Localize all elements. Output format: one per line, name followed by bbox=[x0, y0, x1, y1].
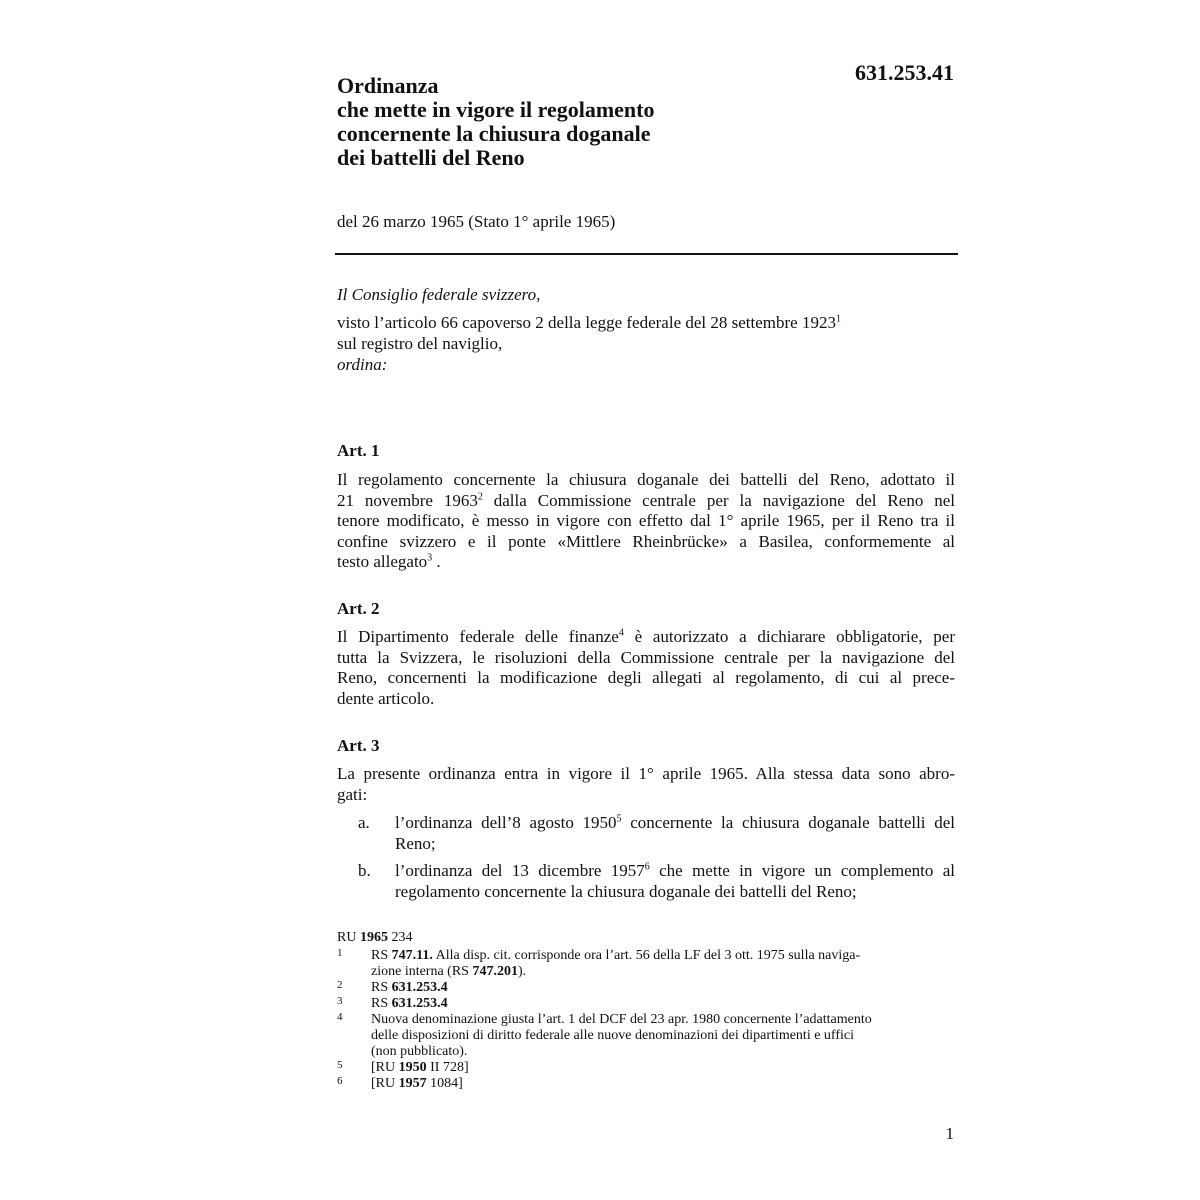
footnote-number: 2 bbox=[337, 979, 343, 991]
visto-line-2: sul registro del naviglio, bbox=[337, 334, 503, 353]
text-fragment: ). bbox=[517, 964, 527, 979]
list-marker: b. bbox=[358, 861, 371, 880]
text-line: La presente ordinanza entra in vigore il 1° aprile 1965. Alla stessa data sono abro- bbox=[337, 764, 955, 783]
text-fragment: 631.253.4 bbox=[391, 980, 448, 995]
text-line: regolamento concernente la chiusura doganale dei battelli del Reno; bbox=[395, 881, 857, 901]
text-line bbox=[395, 861, 955, 882]
footnote-text bbox=[371, 980, 957, 996]
footnote-ref: 5 bbox=[616, 813, 622, 825]
ordina: ordina: bbox=[337, 355, 388, 374]
text-line: Il regolamento concernente la chiusura doganale dei battelli del Reno, adottato il bbox=[337, 470, 955, 489]
footnotes bbox=[337, 930, 957, 1092]
footnote-ref: 1 bbox=[835, 313, 841, 325]
page-number: 1 bbox=[945, 1124, 954, 1143]
article-1-body bbox=[337, 470, 955, 573]
footnote-number: 4 bbox=[337, 1011, 343, 1023]
footnote-number: 3 bbox=[337, 995, 343, 1007]
text-fragment: RS bbox=[371, 948, 392, 963]
article-3-body bbox=[337, 764, 955, 805]
text-line bbox=[337, 491, 955, 512]
footnote-number: 6 bbox=[337, 1075, 343, 1087]
text-line: tutta la Svizzera, le risoluzioni della Commissione centrale per la navigazione del bbox=[337, 647, 955, 667]
footnote bbox=[337, 1012, 957, 1060]
text-line bbox=[337, 627, 955, 648]
text-fragment: II 728] bbox=[426, 1060, 469, 1075]
title-line: che mette in vigore il regolamento bbox=[337, 97, 655, 122]
text-fragment: RS bbox=[371, 980, 392, 995]
text-line bbox=[395, 813, 955, 834]
authority: Il Consiglio federale svizzero, bbox=[337, 285, 541, 304]
footnote-text: delle disposizioni di diritto federale alle nuove denominazioni dei dipartimenti e uffici bbox=[371, 1028, 854, 1043]
article-heading: Art. 1 bbox=[337, 441, 380, 460]
text-fragment: l’ordinanza del 13 dicembre 1957 bbox=[395, 861, 645, 880]
footnote-number: 1 bbox=[337, 947, 343, 959]
text-fragment: testo allegato bbox=[337, 552, 428, 571]
text-fragment: 1957 bbox=[398, 1076, 427, 1091]
footnote bbox=[337, 996, 957, 1012]
footnote bbox=[337, 1060, 957, 1076]
text-fragment: 1950 bbox=[398, 1060, 427, 1075]
text-line: gati: bbox=[337, 784, 368, 804]
text-line: dente articolo. bbox=[337, 688, 435, 708]
text-fragment: dalla Commissione centrale per la navigazione del Reno nel bbox=[493, 490, 956, 510]
header-rule bbox=[335, 253, 958, 255]
footnote-ref: 6 bbox=[644, 861, 650, 873]
text-fragment: 747.201 bbox=[472, 964, 518, 979]
text-line: Reno; bbox=[395, 833, 436, 853]
footnote bbox=[337, 980, 957, 996]
text-fragment: l’ordinanza dell’8 agosto 1950 bbox=[395, 813, 617, 832]
text-line: confine svizzero e il ponte «Mittlere Rheinbrücke» a Basilea, conformemente al bbox=[337, 531, 955, 551]
text-fragment: Alla disp. cit. corrisponde ora l’art. 56 della LF del 3 ott. 1975 sulla naviga- bbox=[432, 948, 861, 963]
ru-reference bbox=[337, 930, 957, 946]
text-line bbox=[337, 552, 955, 573]
footnote-text bbox=[371, 996, 957, 1012]
text-fragment: 234 bbox=[387, 930, 413, 945]
document-title bbox=[337, 74, 757, 170]
footnote-ref: 2 bbox=[477, 490, 483, 502]
text-fragment: 1965 bbox=[359, 930, 388, 945]
list-marker: a. bbox=[358, 813, 370, 832]
preamble bbox=[337, 284, 957, 375]
text-line: tenore modificato, è messo in vigore con effetto dal 1° aprile 1965, per il Reno tra il bbox=[337, 511, 955, 530]
title-line: concernente la chiusura doganale bbox=[337, 121, 651, 146]
footnote-text bbox=[371, 1076, 957, 1092]
title-line: Ordinanza bbox=[337, 73, 439, 98]
article-2-body bbox=[337, 627, 955, 709]
footnote-ref: 4 bbox=[618, 627, 624, 639]
footnote-text bbox=[371, 1060, 957, 1076]
text-fragment: concernente la chiusura doganale battelli del bbox=[621, 813, 955, 832]
text-fragment: che mette in vigore un complemento al bbox=[649, 861, 955, 880]
footnote bbox=[337, 948, 957, 980]
footnote-text: Nuova denominazione giusta l’art. 1 del DCF del 23 apr. 1980 concernente l’adattamento bbox=[371, 1012, 872, 1027]
text-fragment: [RU bbox=[371, 1060, 399, 1075]
text-fragment: 21 novembre 1963 bbox=[337, 490, 478, 510]
footnote-text bbox=[371, 964, 957, 980]
text-line: Reno, concernenti la modificazione degli allegati al regolamento, di cui al prece- bbox=[337, 668, 955, 687]
text-fragment: zione interna (RS bbox=[371, 964, 473, 979]
list-text bbox=[395, 861, 955, 902]
visto-line bbox=[337, 312, 957, 333]
footnote-ref: 3 bbox=[427, 552, 433, 564]
date-line: del 26 marzo 1965 (Stato 1° aprile 1965) bbox=[337, 212, 616, 231]
text-fragment: RS bbox=[371, 996, 392, 1011]
sr-number: 631.253.41 bbox=[855, 60, 954, 85]
title-line: dei battelli del Reno bbox=[337, 145, 525, 170]
text-fragment: RU bbox=[337, 930, 360, 945]
text-fragment: 1084] bbox=[426, 1076, 463, 1091]
text-fragment: è autorizzato a dichiarare obbligatorie, per bbox=[623, 627, 955, 646]
text-fragment: [RU bbox=[371, 1076, 399, 1091]
article-heading: Art. 2 bbox=[337, 599, 380, 618]
footnote-text: (non pubblicato). bbox=[371, 1044, 468, 1059]
text-fragment: 747.11. bbox=[391, 948, 433, 963]
visto-text: visto l’articolo 66 capoverso 2 della legge federale del 28 settembre 1923 bbox=[337, 313, 836, 332]
article-heading: Art. 3 bbox=[337, 736, 380, 755]
footnote-number: 5 bbox=[337, 1059, 343, 1071]
text-fragment: . bbox=[432, 552, 441, 571]
text-fragment: Il Dipartimento federale delle finanze bbox=[337, 627, 619, 646]
text-fragment: 631.253.4 bbox=[391, 996, 448, 1011]
list-text bbox=[395, 813, 955, 854]
footnote bbox=[337, 1076, 957, 1092]
footnote-text bbox=[371, 948, 957, 964]
